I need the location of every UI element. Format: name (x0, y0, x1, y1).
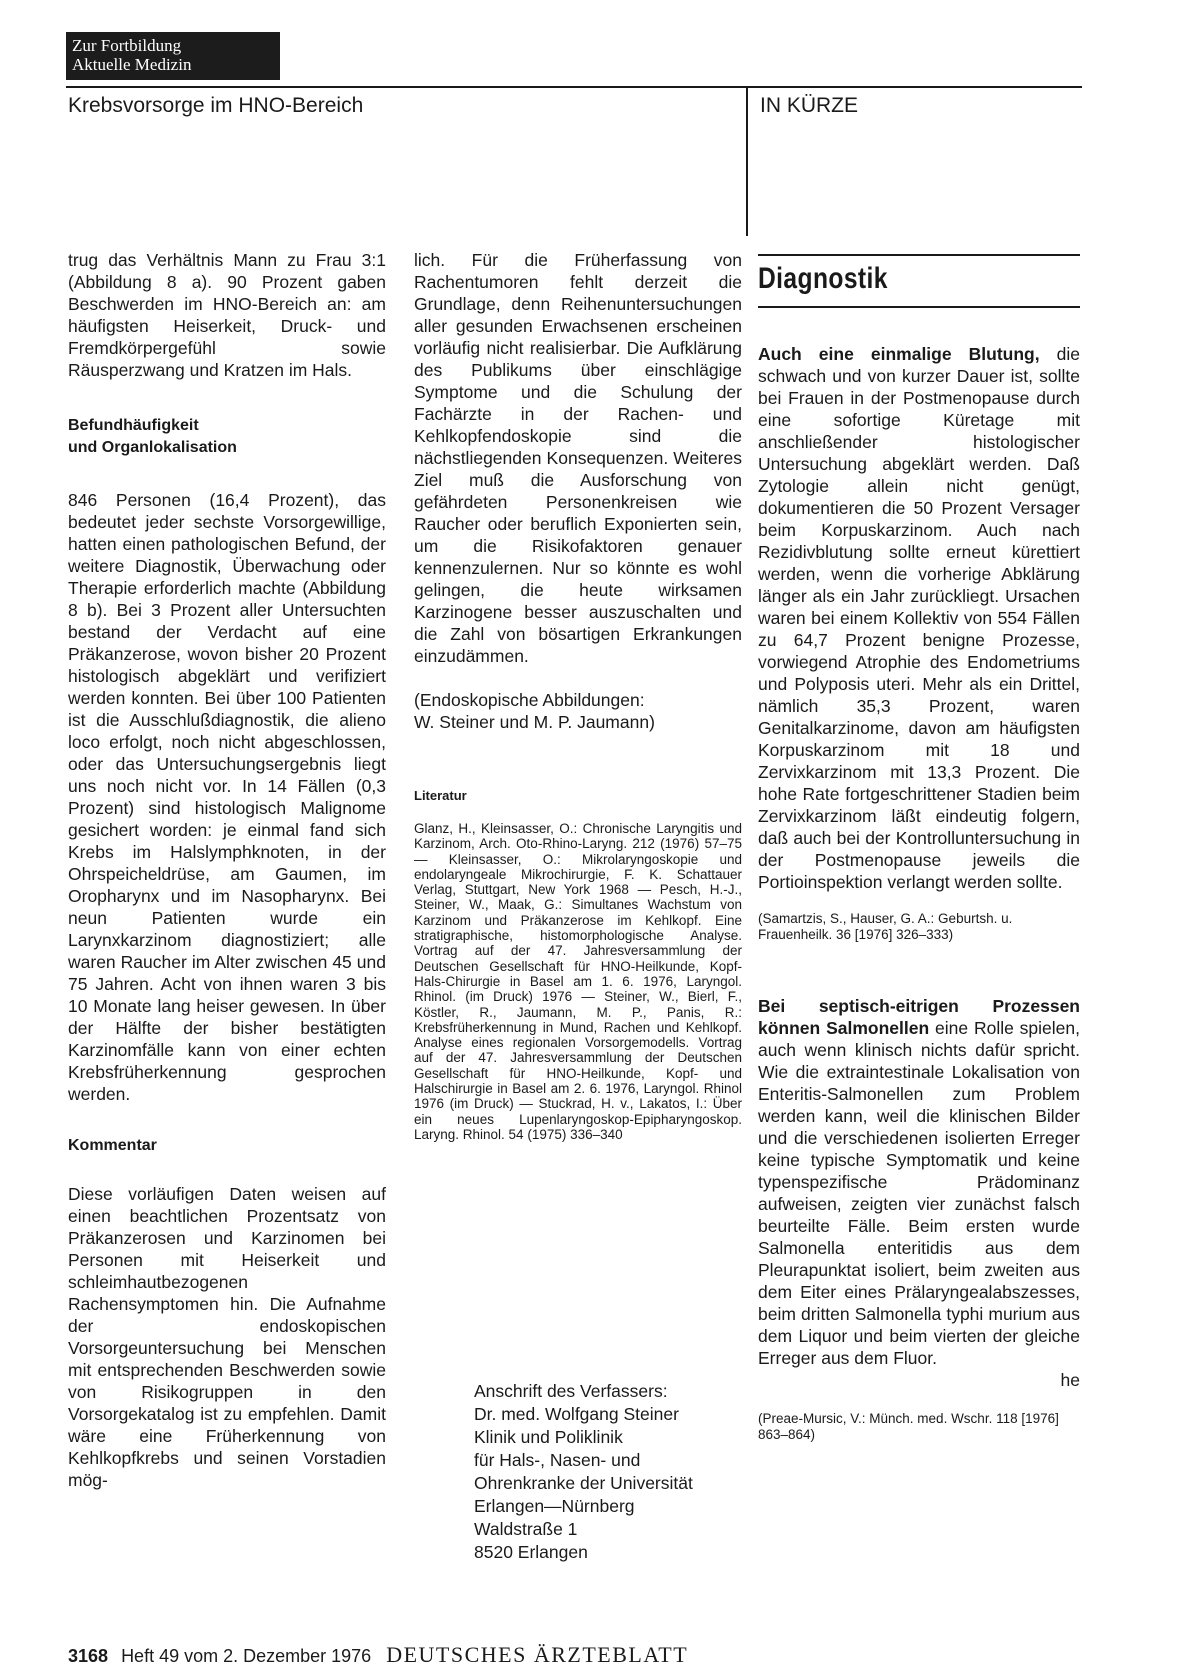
column-divider (746, 86, 748, 236)
badge-line-1: Zur Fortbildung (72, 36, 182, 55)
running-head: Krebsvorsorge im HNO-Bereich (68, 94, 364, 117)
diagnostik-item-2 (758, 995, 1080, 1369)
item-2-lead: Bei septisch-eitrigen Prozessen können Salmonellen (758, 996, 1080, 1038)
col2-paragraph-1: lich. Für die Früherfassung von Rachentumoren fehlt derzeit die Grundlage, denn Reihenuntersuchungen aller gesunden Erwachsenen erscheinen vorläufig nicht realisierbar. Die Aufklärung des Publikums über einschlägige Symptome und die Schulung der Fachärzte in der Rachen- und Kehlkopfendoskopie sind die nächstliegenden Konsequenzen. Weiteres Ziel muß die Ausforschung von gefährdeten Personenkreisen wie Raucher oder beruflich Exponierten sein, um die Risikofaktoren genauer kennenzulernen. Nur so könnte es wohl gelingen, die heute wirksamen Karzinogene besser auszuschalten und die Zahl von bösartigen Erkrankungen einzudämmen. (414, 250, 742, 666)
diagnostik-bottom-rule (758, 306, 1080, 308)
address-line: Ohrenkranke der Universität (474, 1473, 693, 1493)
address-line: Erlangen—Nürnberg (474, 1496, 635, 1516)
item-2-text: eine Rolle spielen, auch wenn klinisch nichts dafür spricht. Wie die extraintestinale Lokalisation von Enteritis-Salmonellen zum Problem werden kann, weil die klinischen Bilder und die verschiedenen isolierten Erreger keine typische Symptomatik und keine typenspezifische Prädominanz aufweisen, zeigten vier zunächst falsch beurteilte Fälle. Beim ersten wurde Salmonella enteritidis aus dem Pleurapunktat isoliert, beim zweiten aus dem Eiter eines Prälaryngealabszesses, beim dritten Salmonella typhi murium aus dem Liquor und beim vierten der gleiche Erreger aus dem Fluor. (758, 1018, 1080, 1368)
column-1 (68, 249, 386, 1491)
diagnostik-heading: Diagnostik (758, 262, 888, 295)
diagnostik-heading-wrap (758, 262, 1080, 296)
image-credit-line1: (Endoskopische Abbildungen: (414, 690, 645, 710)
col1-paragraph-3: Diese vorläufigen Daten weisen auf einen beachtlichen Prozentsatz von Präkanzerosen und Karzinomen bei Personen mit Heiserkeit und schleimhautbezogenen Rachensymptomen hin. Die Aufnahme der endoskopischen Vorsorgeuntersuchung bei Menschen mit entsprechenden Beschwerden sowie von Risikogruppen in den Vorsorgekatalog ist zu empfehlen. Damit wäre eine Früherkennung von Kehlkopfkrebs und seinen Vorstadien mög- (68, 1184, 386, 1490)
item-1-lead: Auch eine einmalige Blutung, (758, 344, 1040, 364)
address-line: für Hals-, Nasen- und (474, 1450, 641, 1470)
literature-title: Literatur (414, 788, 467, 803)
address-line: Waldstraße 1 (474, 1519, 578, 1539)
subheading-befund-line2: und Organlokalisation (68, 439, 237, 456)
page-footer (68, 1642, 688, 1668)
item-1-text: die schwach und von kurzer Dauer ist, sollte bei Frauen in der Postmenopause durch eine sofortige Küretage mit anschließender histologischer Untersuchung abgeklärt werden. Daß Zytologie allein nicht genügt, dokumentieren die 50 Prozent Versager beim Korpuskarzinom. Auch nach Rezidivblutung sollte erneut kürettiert werden, wenn die vorherige Abklärung länger als ein Jahr zurückliegt. Ursachen waren bei einem Kollektiv von 554 Fällen zu 64,7 Prozent benigne Prozesse, vorwiegend Atrophie des Endometriums und Polyposis uteri. Mehr als ein Drittel, nämlich 35,3 Prozent, waren Genitalkarzinome, davon am häufigsten Korpuskarzinom mit 18 und Zervixkarzinom mit 13,3 Prozent. Die hohe Rate fortgeschrittener Stadien beim Zervixkarzinom läßt eindeutig folgern, daß auch bei der Kontrolluntersuchung in der Postmenopause jeweils die Portioinspektion verlangt werden sollte. (758, 344, 1080, 892)
address-line: Klinik und Poliklinik (474, 1427, 623, 1447)
item-1-reference: (Samartzis, S., Hauser, G. A.: Geburtsh. u. Frauenheilk. 36 [1976] 326–333) (758, 911, 1013, 942)
author-address (474, 1380, 744, 1564)
issue-info: Heft 49 vom 2. Dezember 1976 (121, 1646, 372, 1666)
magazine-name: DEUTSCHES ÄRZTEBLATT (386, 1642, 689, 1667)
author-sign: he (1060, 1370, 1080, 1390)
subheading-befund (68, 415, 386, 459)
col1-paragraph-1: trug das Verhältnis Mann zu Frau 3:1 (Abbildung 8 a). 90 Prozent gaben Beschwerden im HNO-Bereich an: am häufigsten Heiserkeit, Druck- und Fremdkörpergefühl sowie Räusperzwang und Kratzen im Hals. (68, 250, 386, 380)
page-number: 3168 (68, 1646, 109, 1666)
item-2-reference: (Preae-Mursic, V.: Münch. med. Wschr. 118 [1976] 863–864) (758, 1411, 1059, 1442)
literature-text: Glanz, H., Kleinsasser, O.: Chronische Laryngitis und Karzinom, Arch. Oto-Rhino-Laryng. 212 (1976) 57–75 — Kleinsasser, O.: Mikrolaryngoskopie und endolaryngeale Mikrochirurgie, F. K. Schattauer Verlag, Stuttgart, New York 1968 — Pesch, H.-J., Steiner, W., Maak, G.: Simultanes Wachstum von Karzinom und Präkanzerose im Kehlkopf. Eine stratigraphische, histomorphologische Analyse. Vortrag auf der 47. Jahresversammlung der Deutschen Gesellschaft für HNO-Heilkunde, Kopf-Hals-Chirurgie in Basel am 1. 6. 1976, Laryngol. Rhinol. (im Druck) 1976 — Steiner, W., Bierl, F., Köstler, R., Jaumann, M. P., Panis, R.: Krebsfrüherkennung in Mund, Rachen und Kehlkopf. Analyse eines regionalen Vorsorgemodells. Vortrag auf der 47. Jahresversammlung der Deutschen Gesellschaft für HNO-Heilkunde, Kopf- und Halschirurgie in Basel am 2. 6. 1976, Laryngol. Rhinol 1976 (im Druck) — Stuckrad, H. v., Lakatos, I.: Über ein neues Lupenlaryngoskop-Epipharyngoskop. Laryng. Rhinol. 54 (1975) 336–340 (414, 821, 742, 1142)
section-badge (66, 32, 280, 80)
diagnostik-item-1 (758, 343, 1080, 893)
badge-line-2: Aktuelle Medizin (72, 55, 192, 74)
section-head: IN KÜRZE (760, 94, 859, 117)
image-credit-line2: W. Steiner und M. P. Jaumann) (414, 712, 655, 732)
address-line: Dr. med. Wolfgang Steiner (474, 1404, 679, 1424)
diagnostik-top-rule (758, 254, 1080, 256)
image-credit (414, 689, 742, 733)
address-line: 8520 Erlangen (474, 1542, 588, 1562)
header-rule (66, 86, 1082, 88)
address-line: Anschrift des Verfassers: (474, 1381, 668, 1401)
col1-paragraph-2: 846 Personen (16,4 Prozent), das bedeutet jeder sechste Vorsorgewillige, hatten einen pathologischen Befund, der weitere Diagnostik, Überwachung oder Therapie erforderlich machte (Abbildung 8 b). Bei 3 Prozent aller Untersuchten bestand der Verdacht auf eine Präkanzerose, wovon bisher 20 Prozent histologisch abgeklärt und verifiziert werden konnten. Bei über 100 Patienten ist die Ausschlußdiagnostik, die alieno loco erfolgt, noch nicht abgeschlossen, oder das Untersuchungsergebnis liegt uns noch nicht vor. In 14 Fällen (0,3 Prozent) sind histologisch Malignome gesichert worden: je einmal fand sich Krebs im Halslymphknoten, in der Ohrspeicheldrüse, am Gaumen, im Oropharynx und im Nasopharynx. Bei neun Patienten wurde ein Larynxkarzinom diagnostiziert; alle waren Raucher im Alter zwischen 45 und 75 Jahren. Acht von ihnen waren 3 bis 10 Monate lang heiser gewesen. In über der Hälfte der bisher bestätigten Karzinomfälle kann von einer echten Krebsfrüherkennung gesprochen werden. (68, 490, 386, 1104)
column-3 (758, 343, 1080, 1443)
subheading-kommentar: Kommentar (68, 1137, 157, 1154)
subheading-befund-line1: Befundhäufigkeit (68, 417, 199, 434)
column-2 (414, 249, 742, 1142)
